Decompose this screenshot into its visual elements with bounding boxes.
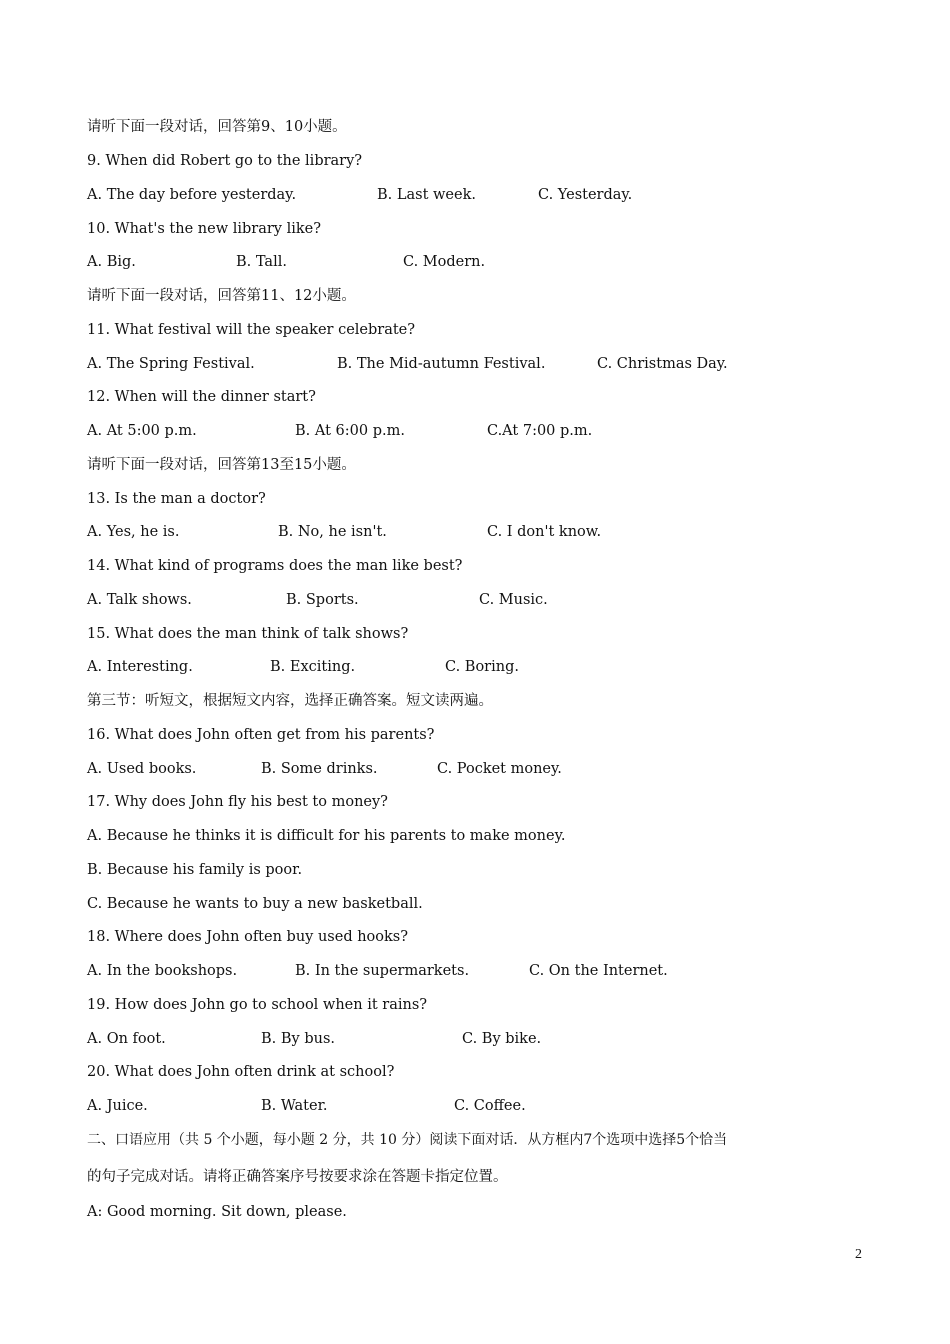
option-b: B. The Mid-autumn Festival. [337,356,546,372]
option-c: C. Modern. [403,254,486,270]
section-header: 第三节：听短文，根据短文内容，选择正确答案。短文读两遍。 [87,693,493,709]
option-b: B. Some drinks. [261,761,378,777]
question-10: 10. What's the new library like? [87,221,321,237]
option-b: B. At 6:00 p.m. [295,423,405,439]
part-2-instructions-continued: 的句子完成对话。请将正确答案序号按要求涂在答题卡指定位置。 [87,1169,508,1185]
option-c: C. Because he wants to buy a new basketball. [87,896,423,912]
option-b: B. In the supermarkets. [295,963,470,979]
option-c: C. By bike. [462,1031,542,1047]
question-20: 20. What does John often drink at school? [87,1064,395,1080]
option-c: C. Coffee. [454,1098,526,1114]
option-b: B. Water. [261,1098,328,1114]
option-a: A. Talk shows. [87,592,192,608]
option-a: A. Because he thinks it is difficult for his parents to make money. [87,828,566,844]
question-13: 13. Is the man a doctor? [87,491,266,507]
option-c: C. I don't know. [487,524,602,540]
option-b: B. No, he isn't. [278,524,387,540]
option-a: A. On foot. [87,1031,166,1047]
option-c: C. Pocket money. [437,761,562,777]
option-a: A. Used books. [87,761,197,777]
option-b: B. Last week. [377,187,476,203]
option-c: C. Boring. [445,659,519,675]
option-b: B. Exciting. [270,659,356,675]
dialogue-line: A: Good morning. Sit down, please. [87,1204,347,1220]
question-14: 14. What kind of programs does the man like best? [87,558,463,574]
option-b: B. By bus. [261,1031,336,1047]
option-a: A. The Spring Festival. [87,356,255,372]
question-11: 11. What festival will the speaker celebrate? [87,322,416,338]
question-12: 12. When will the dinner start? [87,389,316,405]
part-2-instructions: 二、口语应用（共 5 个小题，每小题 2 分，共 10 分）阅读下面对话．从方框内7个选项中选择5个恰当 [87,1132,728,1148]
option-c: C. Music. [479,592,548,608]
question-19: 19. How does John go to school when it rains? [87,997,428,1013]
question-17: 17. Why does John fly his best to money? [87,794,388,810]
option-a: A. Yes, he is. [87,524,180,540]
section-instruction: 请听下面一段对话，回答第11、12小题。 [87,288,356,304]
question-16: 16. What does John often get from his parents? [87,727,435,743]
option-c: C. On the Internet. [529,963,668,979]
question-15: 15. What does the man think of talk shows? [87,626,409,642]
section-instruction: 请听下面一段对话，回答第13至15小题。 [87,457,356,473]
option-a: A. Interesting. [87,659,193,675]
option-c: C. Christmas Day. [597,356,728,372]
option-c: C. Yesterday. [538,187,633,203]
option-a: A. Juice. [87,1098,148,1114]
question-9: 9. When did Robert go to the library? [87,153,363,169]
page-number: 2 [855,1247,862,1262]
option-a: A. In the bookshops. [87,963,238,979]
option-a: A. At 5:00 p.m. [87,423,197,439]
option-b: B. Tall. [236,254,287,270]
option-b: B. Because his family is poor. [87,862,303,878]
section-instruction: 请听下面一段对话，回答第9、10小题。 [87,119,347,135]
question-18: 18. Where does John often buy used hooks? [87,929,409,945]
option-a: A. The day before yesterday. [87,187,297,203]
option-c: C.At 7:00 p.m. [487,423,593,439]
option-b: B. Sports. [286,592,359,608]
option-a: A. Big. [87,254,136,270]
